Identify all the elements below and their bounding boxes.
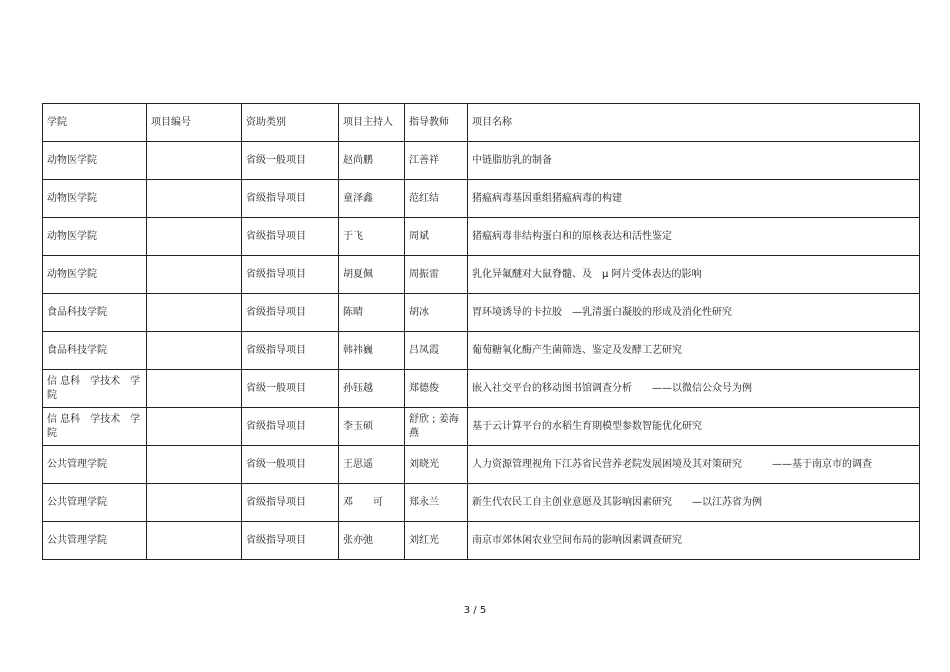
cell-funding-type: 省级指导项目 bbox=[242, 408, 339, 446]
cell-project-name: 葡萄糖氧化酶产生菌筛选、鉴定及发酵工艺研究 bbox=[468, 332, 920, 370]
cell-funding-type: 省级指导项目 bbox=[242, 332, 339, 370]
cell-project-number bbox=[147, 294, 242, 332]
cell-college: 食品科技学院 bbox=[43, 294, 147, 332]
cell-funding-type: 省级指导项目 bbox=[242, 522, 339, 560]
header-project-name: 项目名称 bbox=[468, 104, 920, 142]
cell-funding-type: 省级指导项目 bbox=[242, 294, 339, 332]
cell-college: 公共管理学院 bbox=[43, 446, 147, 484]
cell-project-number bbox=[147, 408, 242, 446]
cell-project-name: 中链脂肪乳的制备 bbox=[468, 142, 920, 180]
table-row bbox=[43, 256, 920, 294]
cell-project-name: 基于云计算平台的水稻生育期模型参数智能优化研究 bbox=[468, 408, 920, 446]
project-table bbox=[42, 103, 920, 560]
cell-college: 公共管理学院 bbox=[43, 484, 147, 522]
cell-funding-type: 省级指导项目 bbox=[242, 180, 339, 218]
header-advisor: 指导教师 bbox=[405, 104, 468, 142]
cell-advisor: 周振雷 bbox=[405, 256, 468, 294]
cell-project-name: 胃环境诱导的卡拉胶 —乳清蛋白凝胶的形成及消化性研究 bbox=[468, 294, 920, 332]
cell-project-leader: 童泽鑫 bbox=[339, 180, 405, 218]
cell-project-leader: 张亦弛 bbox=[339, 522, 405, 560]
header-project-number: 项目编号 bbox=[147, 104, 242, 142]
cell-college: 食品科技学院 bbox=[43, 332, 147, 370]
page-number: 3 / 5 bbox=[463, 605, 487, 616]
cell-project-name: 猪瘟病毒基因重组猪瘟病毒的构建 bbox=[468, 180, 920, 218]
cell-advisor: 刘红光 bbox=[405, 522, 468, 560]
cell-project-number bbox=[147, 522, 242, 560]
cell-project-number bbox=[147, 370, 242, 408]
cell-project-number bbox=[147, 446, 242, 484]
table-row bbox=[43, 294, 920, 332]
cell-project-leader: 韩祎巍 bbox=[339, 332, 405, 370]
cell-project-leader: 赵尚鹏 bbox=[339, 142, 405, 180]
table-row bbox=[43, 218, 920, 256]
cell-project-number bbox=[147, 218, 242, 256]
cell-advisor: 吕凤霞 bbox=[405, 332, 468, 370]
cell-project-name: 人力资源管理视角下江苏省民营养老院发展困境及其对策研究 ——基于南京市的调查 bbox=[468, 446, 920, 484]
cell-advisor: 郑永兰 bbox=[405, 484, 468, 522]
cell-advisor: 周斌 bbox=[405, 218, 468, 256]
cell-project-name: 猪瘟病毒非结构蛋白和的原核表达和活性鉴定 bbox=[468, 218, 920, 256]
table-row bbox=[43, 484, 920, 522]
cell-project-leader: 王思遥 bbox=[339, 446, 405, 484]
cell-project-leader: 邓 可 bbox=[339, 484, 405, 522]
cell-project-name: 新生代农民工自主创业意愿及其影响因素研究 —以江苏省为例 bbox=[468, 484, 920, 522]
cell-project-leader: 陈晴 bbox=[339, 294, 405, 332]
cell-project-leader: 于飞 bbox=[339, 218, 405, 256]
header-college: 学院 bbox=[43, 104, 147, 142]
cell-funding-type: 省级指导项目 bbox=[242, 484, 339, 522]
table-row bbox=[43, 370, 920, 408]
table-row bbox=[43, 446, 920, 484]
table-row bbox=[43, 408, 920, 446]
cell-college: 动物医学院 bbox=[43, 142, 147, 180]
cell-funding-type: 省级指导项目 bbox=[242, 256, 339, 294]
cell-project-number bbox=[147, 142, 242, 180]
cell-funding-type: 省级一般项目 bbox=[242, 370, 339, 408]
cell-college: 动物医学院 bbox=[43, 218, 147, 256]
table-row bbox=[43, 522, 920, 560]
table-row bbox=[43, 142, 920, 180]
cell-funding-type: 省级一般项目 bbox=[242, 446, 339, 484]
cell-project-number bbox=[147, 180, 242, 218]
cell-college: 信 息科 学技术 学院 bbox=[43, 370, 147, 408]
cell-college: 动物医学院 bbox=[43, 180, 147, 218]
cell-project-leader: 胡夏佩 bbox=[339, 256, 405, 294]
cell-project-name: 嵌入社交平台的移动图书馆调查分析 ——以微信公众号为例 bbox=[468, 370, 920, 408]
cell-advisor: 舒欣 ; 姜海燕 bbox=[405, 408, 468, 446]
cell-project-number bbox=[147, 484, 242, 522]
cell-college: 公共管理学院 bbox=[43, 522, 147, 560]
table-row bbox=[43, 180, 920, 218]
table-row bbox=[43, 332, 920, 370]
cell-project-leader: 李玉硕 bbox=[339, 408, 405, 446]
cell-project-name: 南京市郊休闲农业空间布局的影响因素调查研究 bbox=[468, 522, 920, 560]
table-header-row bbox=[43, 104, 920, 142]
cell-project-leader: 孙钰越 bbox=[339, 370, 405, 408]
header-project-leader: 项目主持人 bbox=[339, 104, 405, 142]
cell-advisor: 刘晓光 bbox=[405, 446, 468, 484]
cell-advisor: 江善祥 bbox=[405, 142, 468, 180]
cell-project-name: 乳化异氟醚对大鼠脊髓、及 μ 阿片受体表达的影响 bbox=[468, 256, 920, 294]
cell-funding-type: 省级指导项目 bbox=[242, 218, 339, 256]
cell-college: 动物医学院 bbox=[43, 256, 147, 294]
cell-advisor: 郑德俊 bbox=[405, 370, 468, 408]
header-funding-type: 资助类别 bbox=[242, 104, 339, 142]
cell-college: 信 息科 学技术 学院 bbox=[43, 408, 147, 446]
cell-advisor: 范红结 bbox=[405, 180, 468, 218]
cell-funding-type: 省级一般项目 bbox=[242, 142, 339, 180]
cell-advisor: 胡冰 bbox=[405, 294, 468, 332]
cell-project-number bbox=[147, 256, 242, 294]
cell-project-number bbox=[147, 332, 242, 370]
